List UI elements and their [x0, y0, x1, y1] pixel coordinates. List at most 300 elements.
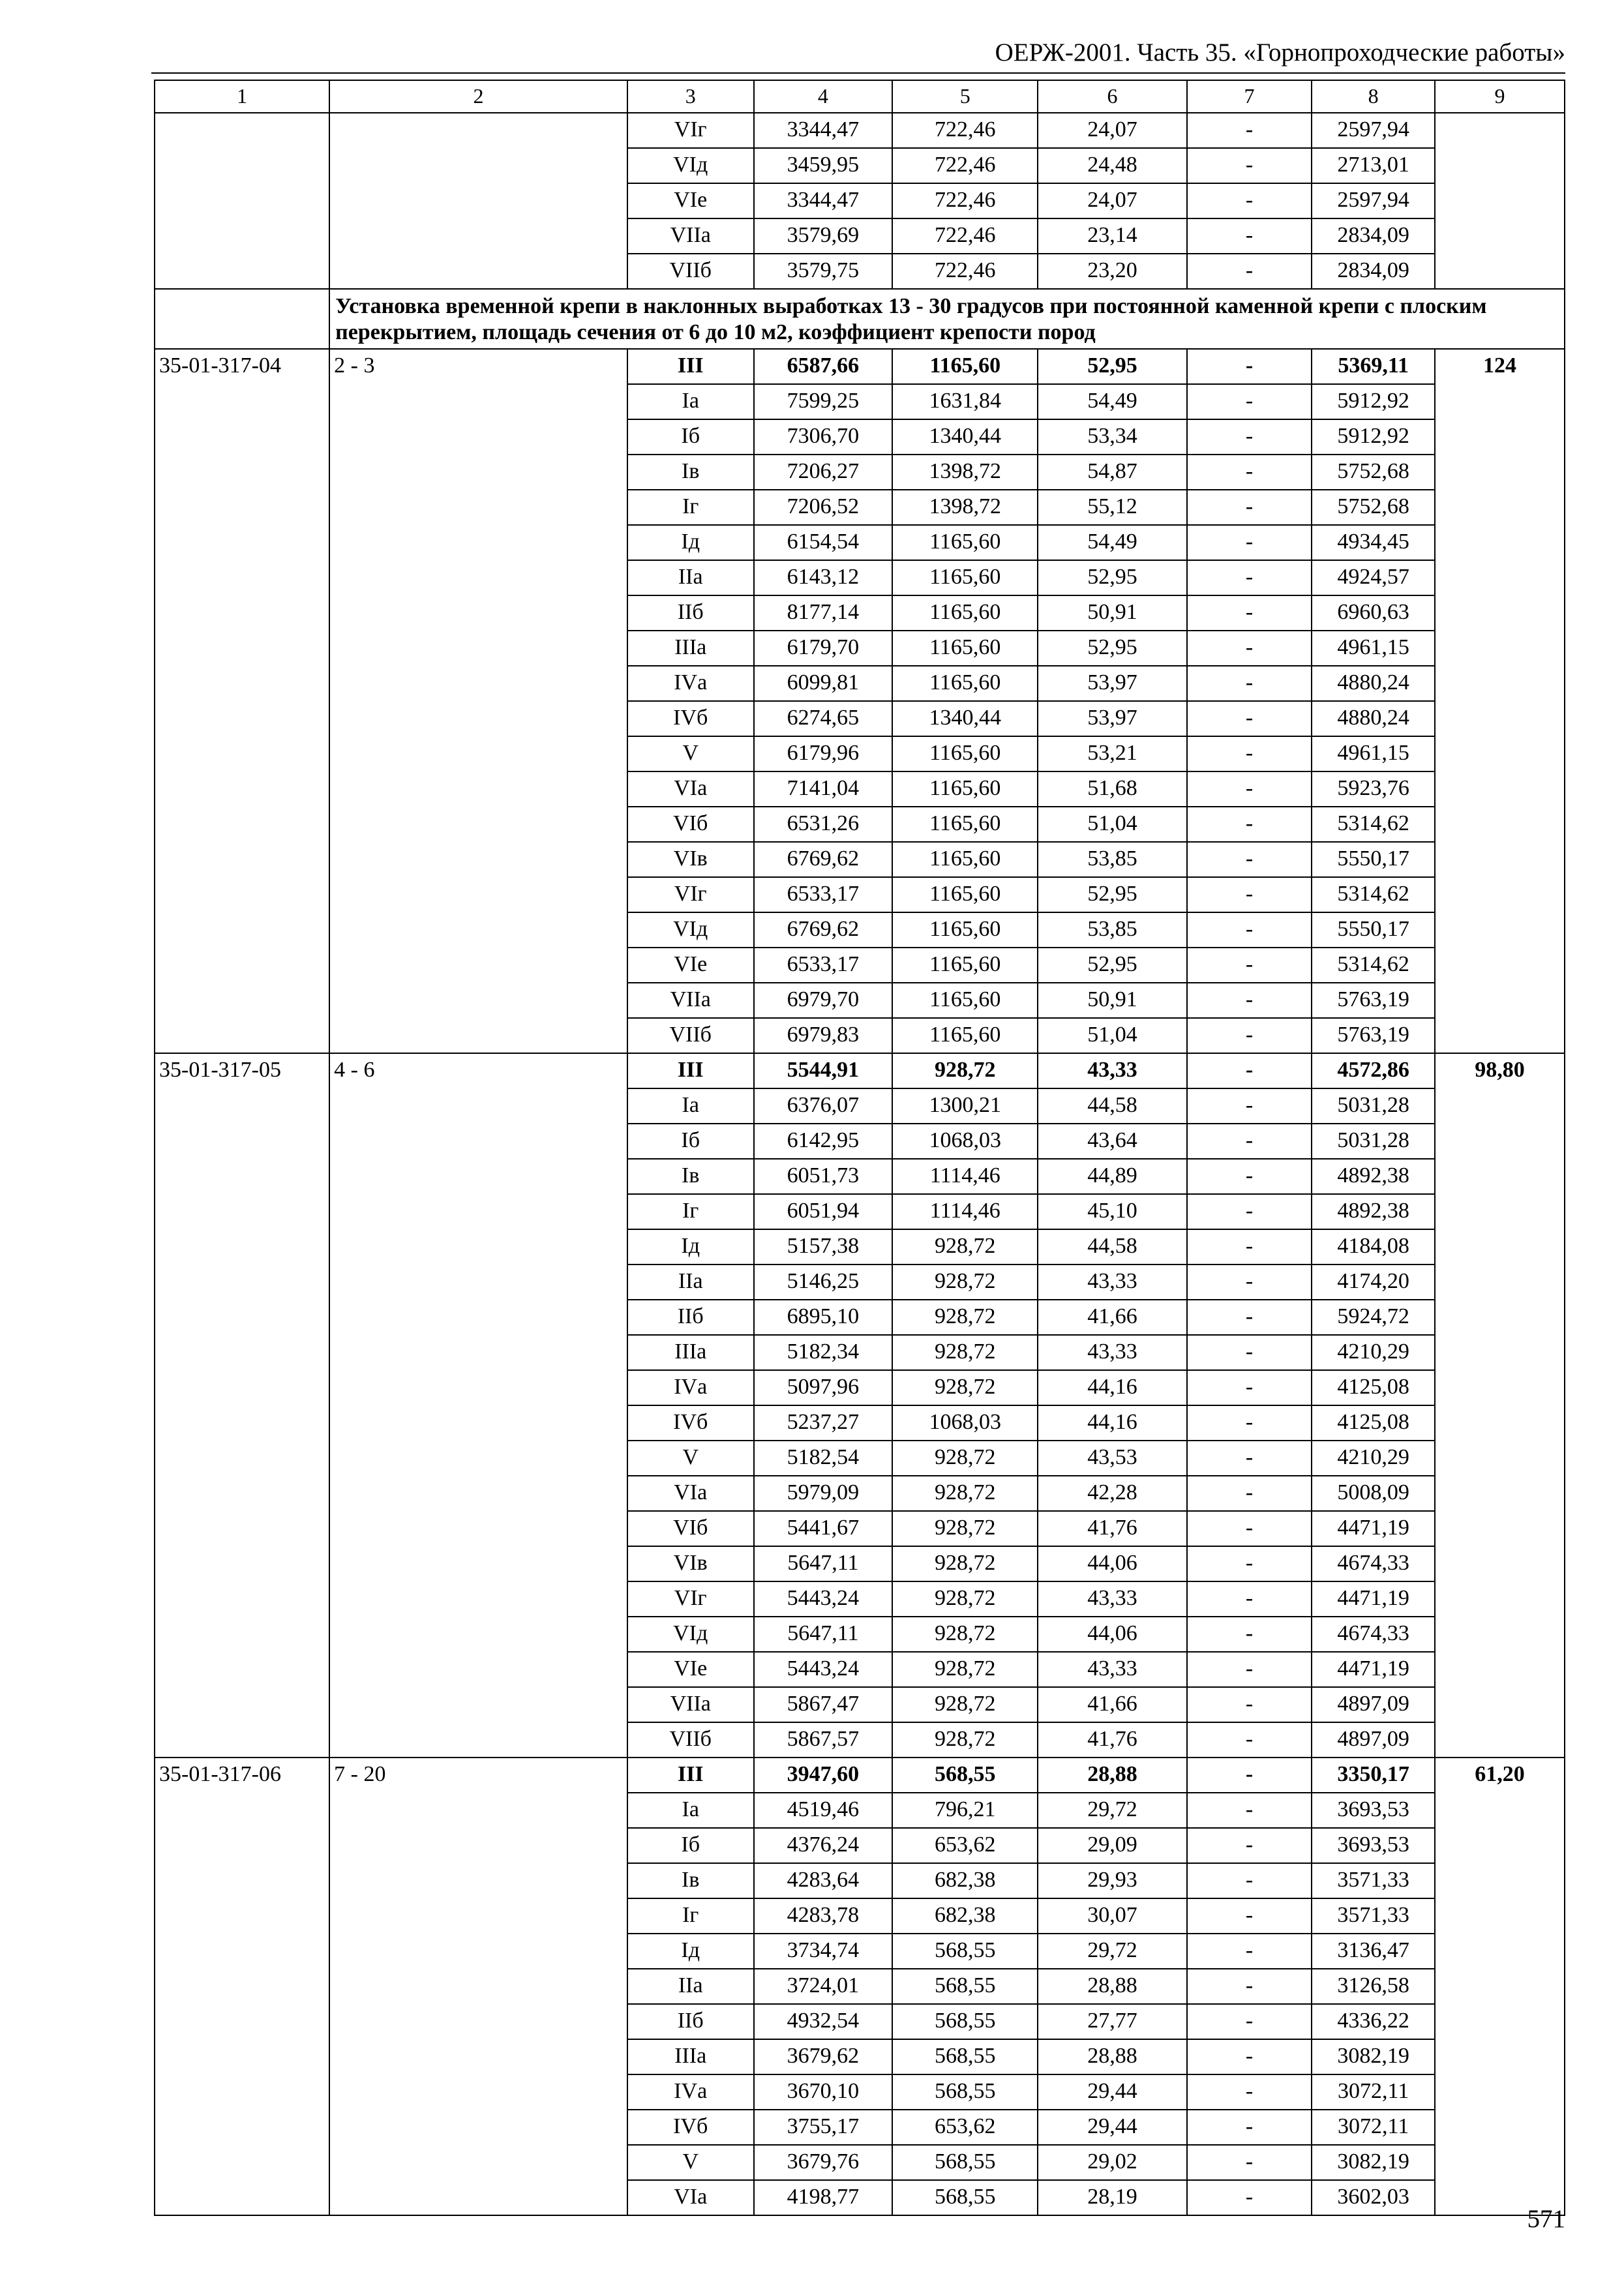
value-cell: 3571,33 [1312, 1898, 1435, 1934]
value-cell: 6179,96 [754, 736, 893, 771]
type-cell: III [627, 1758, 754, 1793]
value-cell: 6769,62 [754, 842, 893, 877]
value-cell: 24,48 [1038, 148, 1186, 183]
value-cell: - [1187, 1300, 1312, 1335]
value-cell: 1165,60 [892, 736, 1038, 771]
value-cell: 3136,47 [1312, 1934, 1435, 1969]
value-cell: 41,76 [1038, 1722, 1186, 1758]
value-cell: 5443,24 [754, 1581, 893, 1617]
value-cell: 1165,60 [892, 948, 1038, 983]
type-cell: VIIа [627, 983, 754, 1018]
column-number: 8 [1312, 80, 1435, 113]
value-cell: 4932,54 [754, 2004, 893, 2039]
range-cell: 4 - 6 [329, 1053, 627, 1758]
type-cell: VIв [627, 1546, 754, 1581]
value-cell: 43,33 [1038, 1581, 1186, 1617]
col9-cell: 124 [1435, 349, 1565, 1053]
value-cell: - [1187, 349, 1312, 384]
value-cell: 41,66 [1038, 1687, 1186, 1722]
value-cell: 5550,17 [1312, 842, 1435, 877]
value-cell: 1398,72 [892, 490, 1038, 525]
value-cell: 5912,92 [1312, 384, 1435, 419]
value-cell: 7206,52 [754, 490, 893, 525]
value-cell: 5441,67 [754, 1511, 893, 1546]
value-cell: 5912,92 [1312, 419, 1435, 455]
value-cell: 5031,28 [1312, 1088, 1435, 1124]
type-cell: VIIа [627, 1687, 754, 1722]
value-cell: - [1187, 148, 1312, 183]
value-cell: - [1187, 701, 1312, 736]
type-cell: IIа [627, 1264, 754, 1300]
type-cell: IIа [627, 560, 754, 595]
type-cell: VIе [627, 183, 754, 218]
value-cell: 23,14 [1038, 218, 1186, 254]
value-cell: 568,55 [892, 2004, 1038, 2039]
value-cell: - [1187, 1722, 1312, 1758]
value-cell: - [1187, 490, 1312, 525]
value-cell: - [1187, 912, 1312, 948]
code-cell [155, 113, 329, 289]
value-cell: - [1187, 1546, 1312, 1581]
value-cell: 4471,19 [1312, 1581, 1435, 1617]
value-cell: 1165,60 [892, 666, 1038, 701]
value-cell: 4892,38 [1312, 1159, 1435, 1194]
value-cell: - [1187, 419, 1312, 455]
value-cell: 928,72 [892, 1370, 1038, 1405]
value-cell: 796,21 [892, 1793, 1038, 1828]
value-cell: 3072,11 [1312, 2074, 1435, 2110]
value-cell: 1165,60 [892, 983, 1038, 1018]
value-cell: 45,10 [1038, 1194, 1186, 1229]
value-cell: 3344,47 [754, 183, 893, 218]
value-cell: 722,46 [892, 218, 1038, 254]
value-cell: - [1187, 1229, 1312, 1264]
value-cell: - [1187, 1194, 1312, 1229]
value-cell: 50,91 [1038, 983, 1186, 1018]
type-cell: IIб [627, 1300, 754, 1335]
type-cell: VIа [627, 1476, 754, 1511]
value-cell: - [1187, 2074, 1312, 2110]
value-cell: 682,38 [892, 1898, 1038, 1934]
table-row [155, 1758, 1565, 1793]
type-cell: V [627, 736, 754, 771]
value-cell: - [1187, 2004, 1312, 2039]
value-cell: 6979,70 [754, 983, 893, 1018]
value-cell: 928,72 [892, 1441, 1038, 1476]
value-cell: - [1187, 455, 1312, 490]
page-header-title: ОЕРЖ-2001. Часть 35. «Горнопроходческие работы» [995, 38, 1565, 67]
type-cell: Iб [627, 1124, 754, 1159]
value-cell: 2834,09 [1312, 218, 1435, 254]
value-cell: 568,55 [892, 2180, 1038, 2215]
norms-table [154, 80, 1565, 2216]
value-cell: - [1187, 1687, 1312, 1722]
value-cell: 3579,75 [754, 254, 893, 289]
code-cell: 35-01-317-05 [155, 1053, 329, 1758]
value-cell: - [1187, 595, 1312, 631]
value-cell: 29,44 [1038, 2074, 1186, 2110]
type-cell: IIIа [627, 1335, 754, 1370]
value-cell: 5097,96 [754, 1370, 893, 1405]
value-cell: 4897,09 [1312, 1722, 1435, 1758]
value-cell: 1340,44 [892, 701, 1038, 736]
value-cell: 54,87 [1038, 455, 1186, 490]
type-cell: VIе [627, 948, 754, 983]
value-cell: 4125,08 [1312, 1405, 1435, 1441]
value-cell: 3571,33 [1312, 1863, 1435, 1898]
value-cell: - [1187, 771, 1312, 807]
type-cell: VIд [627, 148, 754, 183]
value-cell: 568,55 [892, 1934, 1038, 1969]
value-cell: 44,58 [1038, 1229, 1186, 1264]
value-cell: 5979,09 [754, 1476, 893, 1511]
type-cell: Iд [627, 525, 754, 560]
type-cell: IVа [627, 1370, 754, 1405]
value-cell: 44,06 [1038, 1546, 1186, 1581]
value-cell: 3459,95 [754, 148, 893, 183]
type-cell: VIIб [627, 1722, 754, 1758]
value-cell: 53,97 [1038, 701, 1186, 736]
value-cell: 4336,22 [1312, 2004, 1435, 2039]
type-cell: VIг [627, 113, 754, 148]
value-cell: 44,89 [1038, 1159, 1186, 1194]
value-cell: 54,49 [1038, 384, 1186, 419]
table-row [155, 349, 1565, 384]
value-cell: - [1187, 2110, 1312, 2145]
value-cell: 6142,95 [754, 1124, 893, 1159]
column-number: 5 [892, 80, 1038, 113]
type-cell: Iг [627, 490, 754, 525]
value-cell: - [1187, 948, 1312, 983]
value-cell: 29,72 [1038, 1793, 1186, 1828]
value-cell: - [1187, 1335, 1312, 1370]
value-cell: 42,28 [1038, 1476, 1186, 1511]
code-cell: 35-01-317-04 [155, 349, 329, 1053]
type-cell: IIб [627, 2004, 754, 2039]
value-cell: 2597,94 [1312, 183, 1435, 218]
value-cell: 3734,74 [754, 1934, 893, 1969]
value-cell: 3679,76 [754, 2145, 893, 2180]
value-cell: 5314,62 [1312, 948, 1435, 983]
value-cell: 52,95 [1038, 349, 1186, 384]
value-cell: 5314,62 [1312, 877, 1435, 912]
value-cell: 41,66 [1038, 1300, 1186, 1335]
value-cell: 653,62 [892, 2110, 1038, 2145]
range-cell: 7 - 20 [329, 1758, 627, 2215]
value-cell: 653,62 [892, 1828, 1038, 1863]
type-cell: Iд [627, 1229, 754, 1264]
value-cell: - [1187, 1898, 1312, 1934]
value-cell: - [1187, 807, 1312, 842]
type-cell: IVб [627, 2110, 754, 2145]
value-cell: 5314,62 [1312, 807, 1435, 842]
value-cell: 928,72 [892, 1229, 1038, 1264]
type-cell: IVа [627, 666, 754, 701]
type-cell: VIе [627, 1652, 754, 1687]
value-cell: 53,21 [1038, 736, 1186, 771]
section-title: Установка временной крепи в наклонных выработках 13 - 30 градусов при постоянной каменной крепи с плоским перекрытием, площадь сечения от 6 до 10 м2, коэффициент крепости пород [329, 289, 1565, 349]
value-cell: 928,72 [892, 1053, 1038, 1088]
type-cell: IVб [627, 1405, 754, 1441]
type-cell: VIа [627, 2180, 754, 2215]
value-cell: 5157,38 [754, 1229, 893, 1264]
value-cell: 928,72 [892, 1617, 1038, 1652]
value-cell: - [1187, 631, 1312, 666]
value-cell: - [1187, 183, 1312, 218]
value-cell: 928,72 [892, 1264, 1038, 1300]
type-cell: VIIб [627, 1018, 754, 1053]
value-cell: 4210,29 [1312, 1441, 1435, 1476]
value-cell: 52,95 [1038, 631, 1186, 666]
value-cell: 43,33 [1038, 1652, 1186, 1687]
value-cell: 3126,58 [1312, 1969, 1435, 2004]
value-cell: - [1187, 218, 1312, 254]
value-cell: 4897,09 [1312, 1687, 1435, 1722]
value-cell: 928,72 [892, 1476, 1038, 1511]
value-cell: 3679,62 [754, 2039, 893, 2074]
column-number: 7 [1187, 80, 1312, 113]
value-cell: 7599,25 [754, 384, 893, 419]
type-cell: VIв [627, 842, 754, 877]
value-cell: 1068,03 [892, 1405, 1038, 1441]
value-cell: 4674,33 [1312, 1617, 1435, 1652]
value-cell: 55,12 [1038, 490, 1186, 525]
value-cell: - [1187, 1828, 1312, 1863]
value-cell: 24,07 [1038, 183, 1186, 218]
value-cell: 5867,47 [754, 1687, 893, 1722]
type-cell: Iа [627, 1793, 754, 1828]
value-cell: - [1187, 1758, 1312, 1793]
value-cell: 682,38 [892, 1863, 1038, 1898]
column-number: 6 [1038, 80, 1186, 113]
value-cell: 1165,60 [892, 349, 1038, 384]
value-cell: - [1187, 1441, 1312, 1476]
value-cell: - [1187, 1476, 1312, 1511]
value-cell: 4184,08 [1312, 1229, 1435, 1264]
value-cell: 5763,19 [1312, 983, 1435, 1018]
range-cell [329, 113, 627, 289]
section-title-row [155, 289, 1565, 349]
value-cell: 43,33 [1038, 1335, 1186, 1370]
value-cell: 6051,94 [754, 1194, 893, 1229]
value-cell: 3755,17 [754, 2110, 893, 2145]
value-cell: 568,55 [892, 2039, 1038, 2074]
value-cell: 52,95 [1038, 877, 1186, 912]
value-cell: 7306,70 [754, 419, 893, 455]
value-cell: 1165,60 [892, 595, 1038, 631]
value-cell: 722,46 [892, 113, 1038, 148]
value-cell: 928,72 [892, 1722, 1038, 1758]
value-cell: 5031,28 [1312, 1124, 1435, 1159]
type-cell: VIб [627, 807, 754, 842]
value-cell: 52,95 [1038, 948, 1186, 983]
value-cell: - [1187, 1088, 1312, 1124]
value-cell: 51,04 [1038, 807, 1186, 842]
value-cell: 928,72 [892, 1546, 1038, 1581]
value-cell: - [1187, 1124, 1312, 1159]
value-cell: 928,72 [892, 1511, 1038, 1546]
value-cell: 7206,27 [754, 455, 893, 490]
value-cell: - [1187, 736, 1312, 771]
value-cell: 28,88 [1038, 1758, 1186, 1793]
value-cell: - [1187, 1617, 1312, 1652]
value-cell: 5146,25 [754, 1264, 893, 1300]
type-cell: Iв [627, 1863, 754, 1898]
value-cell: - [1187, 666, 1312, 701]
type-cell: IVа [627, 2074, 754, 2110]
value-cell: 4471,19 [1312, 1511, 1435, 1546]
value-cell: 4283,78 [754, 1898, 893, 1934]
value-cell: 1398,72 [892, 455, 1038, 490]
section-blank-cell [155, 289, 329, 349]
value-cell: 928,72 [892, 1687, 1038, 1722]
column-number: 3 [627, 80, 754, 113]
value-cell: 5752,68 [1312, 490, 1435, 525]
type-cell: IIа [627, 1969, 754, 2004]
value-cell: 5237,27 [754, 1405, 893, 1441]
value-cell: 568,55 [892, 2074, 1038, 2110]
type-cell: IIIа [627, 631, 754, 666]
value-cell: 1165,60 [892, 771, 1038, 807]
value-cell: 4880,24 [1312, 701, 1435, 736]
value-cell: 5550,17 [1312, 912, 1435, 948]
value-cell: - [1187, 1793, 1312, 1828]
value-cell: 722,46 [892, 254, 1038, 289]
value-cell: 1165,60 [892, 842, 1038, 877]
value-cell: 29,44 [1038, 2110, 1186, 2145]
value-cell: 51,04 [1038, 1018, 1186, 1053]
value-cell: 3344,47 [754, 113, 893, 148]
type-cell: VIд [627, 912, 754, 948]
value-cell: 4961,15 [1312, 736, 1435, 771]
value-cell: 6769,62 [754, 912, 893, 948]
value-cell: 53,34 [1038, 419, 1186, 455]
type-cell: VIг [627, 877, 754, 912]
value-cell: 3072,11 [1312, 2110, 1435, 2145]
value-cell: 30,07 [1038, 1898, 1186, 1934]
value-cell: 50,91 [1038, 595, 1186, 631]
value-cell: 6051,73 [754, 1159, 893, 1194]
range-cell: 2 - 3 [329, 349, 627, 1053]
value-cell: 5647,11 [754, 1617, 893, 1652]
value-cell: 3947,60 [754, 1758, 893, 1793]
value-cell: 4283,64 [754, 1863, 893, 1898]
value-cell: 5369,11 [1312, 349, 1435, 384]
type-cell: IIIа [627, 2039, 754, 2074]
value-cell: 4471,19 [1312, 1652, 1435, 1687]
value-cell: 43,33 [1038, 1264, 1186, 1300]
type-cell: Iд [627, 1934, 754, 1969]
value-cell: 6274,65 [754, 701, 893, 736]
value-cell: 5008,09 [1312, 1476, 1435, 1511]
value-cell: 29,02 [1038, 2145, 1186, 2180]
type-cell: III [627, 1053, 754, 1088]
value-cell: - [1187, 1511, 1312, 1546]
value-cell: 43,33 [1038, 1053, 1186, 1088]
value-cell: 3082,19 [1312, 2039, 1435, 2074]
value-cell: 28,88 [1038, 2039, 1186, 2074]
value-cell: 43,64 [1038, 1124, 1186, 1159]
value-cell: 2597,94 [1312, 113, 1435, 148]
value-cell: 3670,10 [754, 2074, 893, 2110]
type-cell: VIб [627, 1511, 754, 1546]
value-cell: - [1187, 1581, 1312, 1617]
value-cell: - [1187, 877, 1312, 912]
value-cell: 5867,57 [754, 1722, 893, 1758]
header-rule [151, 72, 1565, 74]
value-cell: 6895,10 [754, 1300, 893, 1335]
value-cell: 6376,07 [754, 1088, 893, 1124]
value-cell: - [1187, 2039, 1312, 2074]
value-cell: 7141,04 [754, 771, 893, 807]
value-cell: 53,97 [1038, 666, 1186, 701]
value-cell: 6099,81 [754, 666, 893, 701]
value-cell: 722,46 [892, 148, 1038, 183]
value-cell: 28,19 [1038, 2180, 1186, 2215]
value-cell: 4674,33 [1312, 1546, 1435, 1581]
type-cell: VIд [627, 1617, 754, 1652]
value-cell: 1165,60 [892, 807, 1038, 842]
column-number: 2 [329, 80, 627, 113]
value-cell: 6533,17 [754, 877, 893, 912]
value-cell: - [1187, 1159, 1312, 1194]
type-cell: Iб [627, 419, 754, 455]
value-cell: 6154,54 [754, 525, 893, 560]
table-row [155, 1053, 1565, 1088]
value-cell: 1165,60 [892, 912, 1038, 948]
value-cell: - [1187, 1863, 1312, 1898]
value-cell: 1165,60 [892, 560, 1038, 595]
value-cell: 4210,29 [1312, 1335, 1435, 1370]
value-cell: 568,55 [892, 2145, 1038, 2180]
value-cell: 928,72 [892, 1300, 1038, 1335]
value-cell: 4198,77 [754, 2180, 893, 2215]
value-cell: 54,49 [1038, 525, 1186, 560]
value-cell: 1165,60 [892, 1018, 1038, 1053]
value-cell: 1631,84 [892, 384, 1038, 419]
value-cell: 51,68 [1038, 771, 1186, 807]
value-cell: - [1187, 2180, 1312, 2215]
column-number: 9 [1435, 80, 1565, 113]
value-cell: 568,55 [892, 1969, 1038, 2004]
value-cell: 5923,76 [1312, 771, 1435, 807]
type-cell: VIг [627, 1581, 754, 1617]
value-cell: 5182,54 [754, 1441, 893, 1476]
value-cell: - [1187, 113, 1312, 148]
value-cell: 5924,72 [1312, 1300, 1435, 1335]
value-cell: 44,58 [1038, 1088, 1186, 1124]
value-cell: 43,53 [1038, 1441, 1186, 1476]
value-cell: 1165,60 [892, 631, 1038, 666]
value-cell: - [1187, 1053, 1312, 1088]
col9-cell [1435, 113, 1565, 289]
value-cell: 3693,53 [1312, 1793, 1435, 1828]
value-cell: - [1187, 254, 1312, 289]
type-cell: VIа [627, 771, 754, 807]
value-cell: - [1187, 1934, 1312, 1969]
value-cell: 4961,15 [1312, 631, 1435, 666]
value-cell: 53,85 [1038, 912, 1186, 948]
value-cell: 4376,24 [754, 1828, 893, 1863]
type-cell: Iа [627, 1088, 754, 1124]
value-cell: 5647,11 [754, 1546, 893, 1581]
value-cell: - [1187, 1652, 1312, 1687]
value-cell: - [1187, 560, 1312, 595]
value-cell: 29,93 [1038, 1863, 1186, 1898]
value-cell: 4519,46 [754, 1793, 893, 1828]
value-cell: 44,16 [1038, 1370, 1186, 1405]
value-cell: 29,09 [1038, 1828, 1186, 1863]
